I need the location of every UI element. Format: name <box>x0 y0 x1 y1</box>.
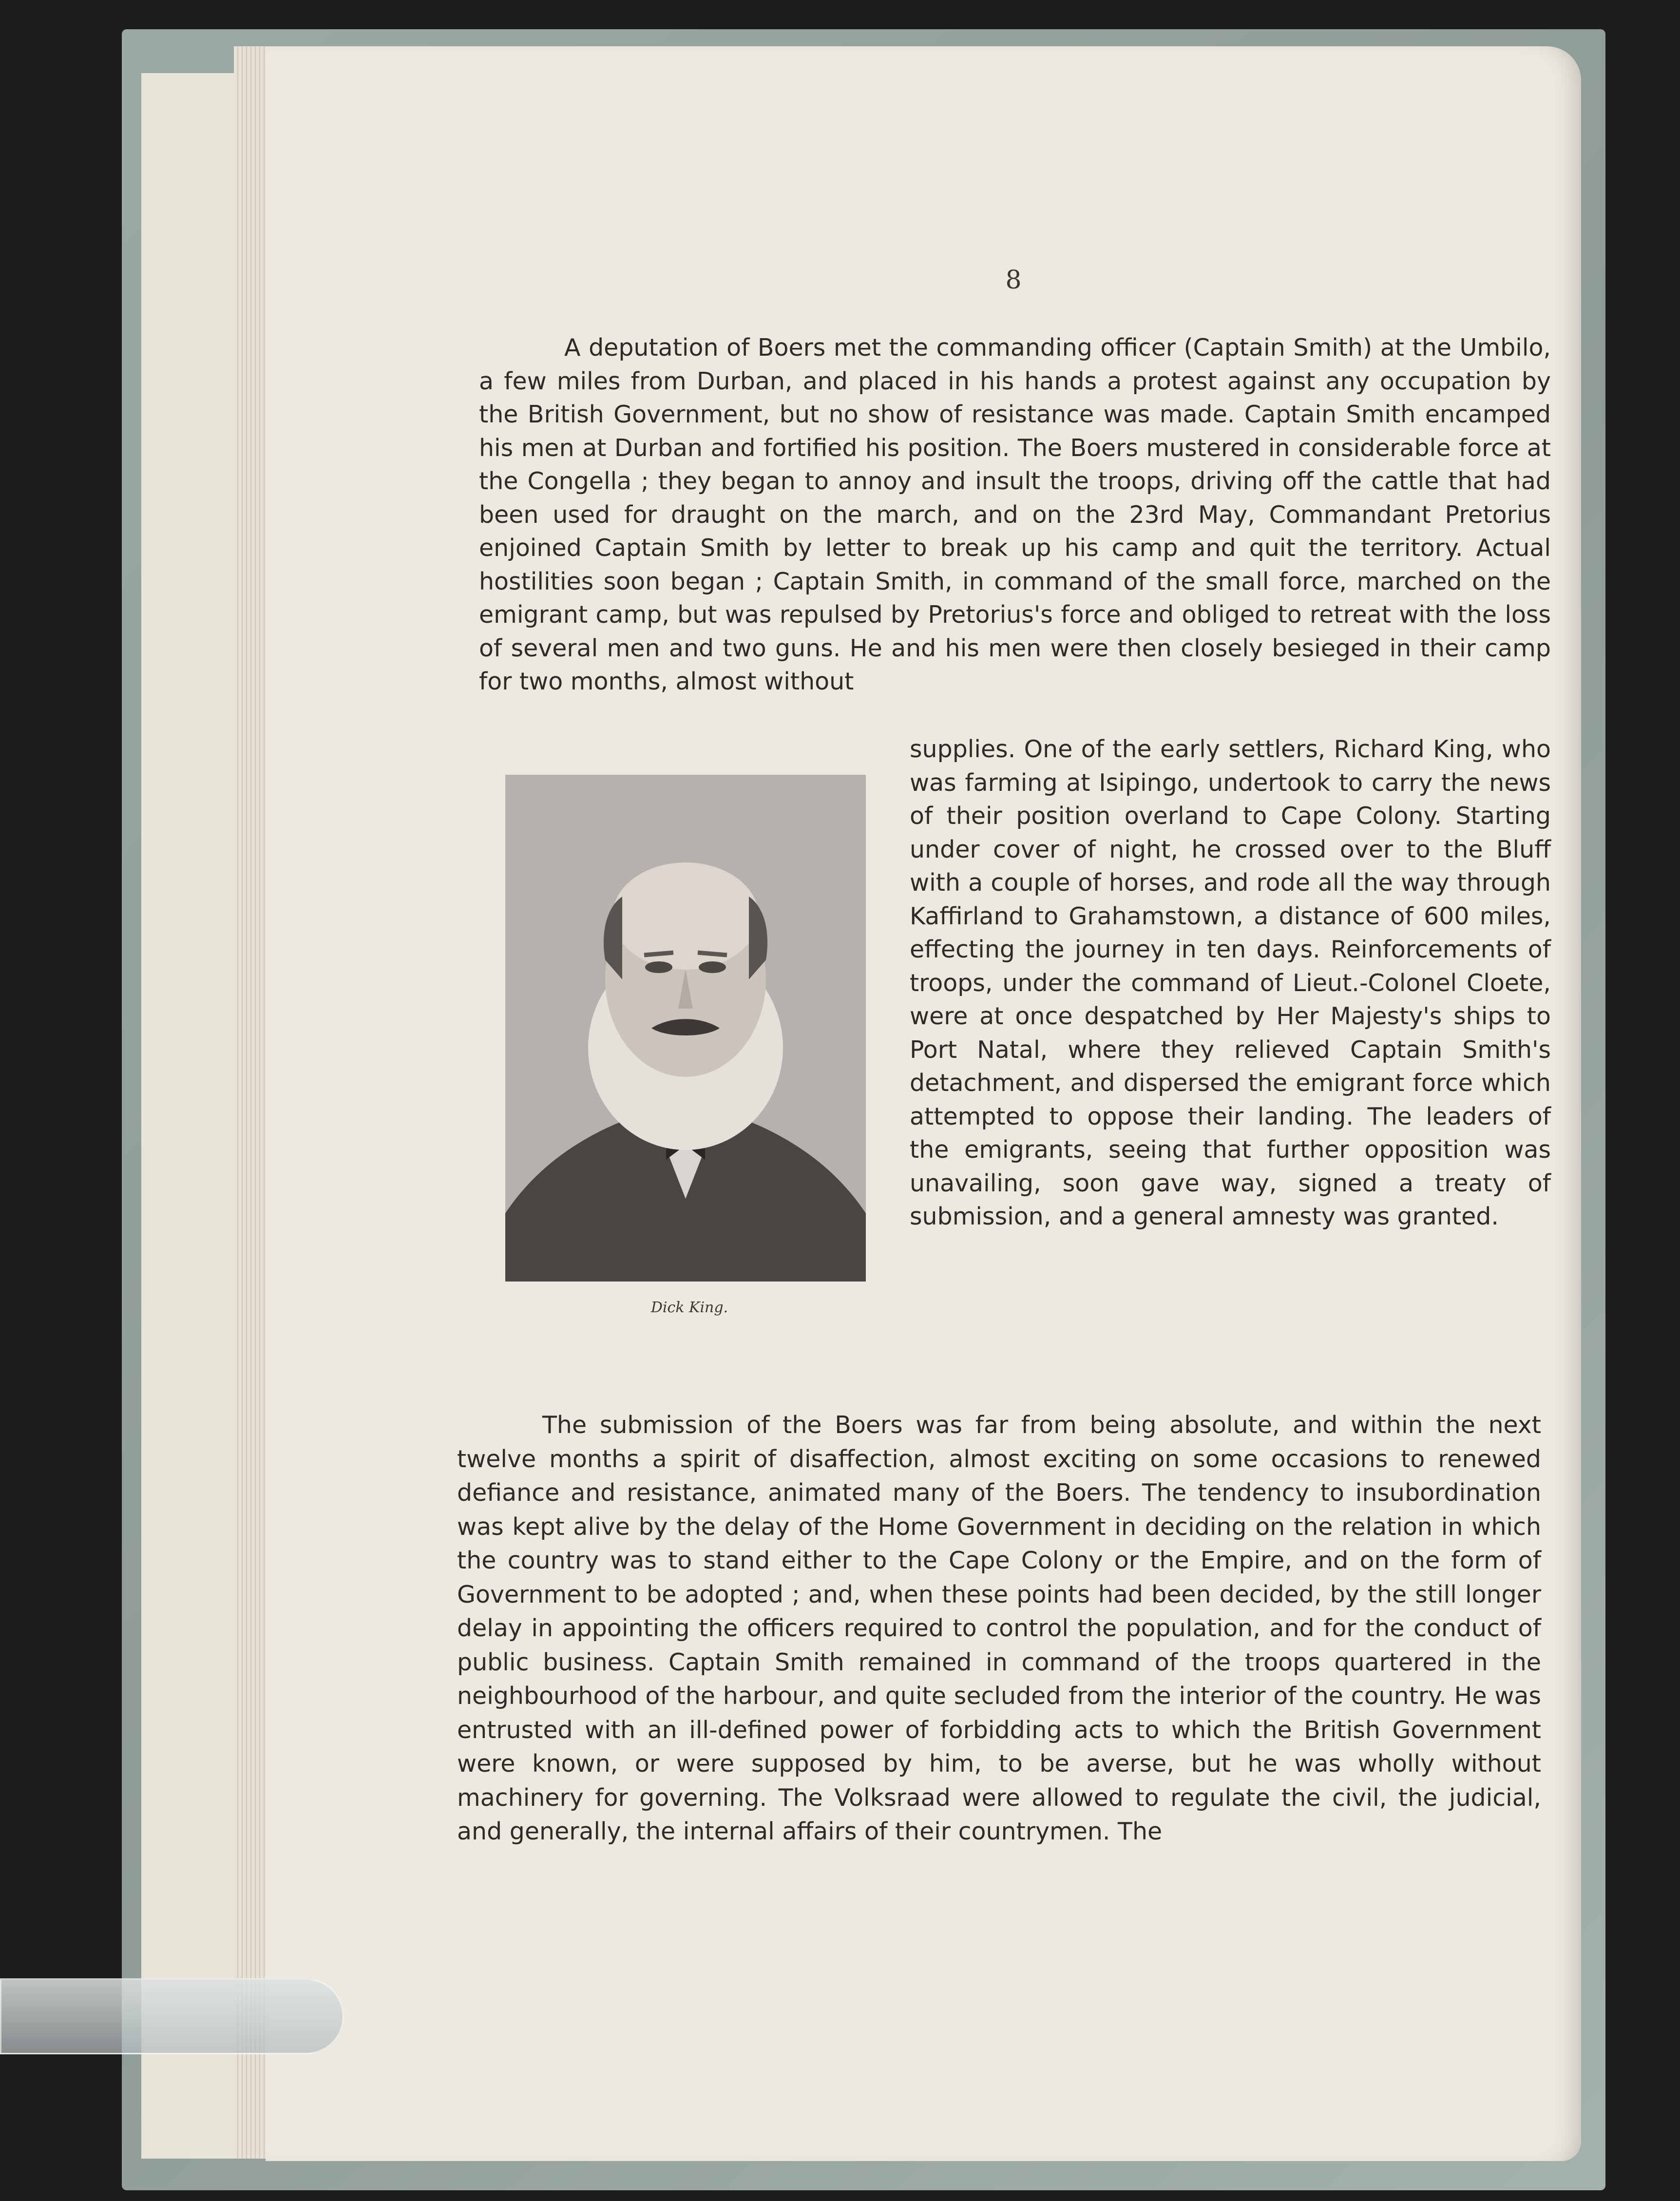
page-marker-tab <box>0 1978 344 2054</box>
paragraph-1-text: A deputation of Boers met the commanding officer (Captain Smith) at the Umbilo, a few miles from Durban, and placed in his hands a protest against any occupation by the British Government, but no show of resistance was made. Captain Smith encamped his men at Durban and fortified his position. The Boers mustered in considerable force at the Congella ; they began to annoy and insult the troops, driving off the cattle that had been used for draught on the march, and on the 23rd May, Commandant Pretorius enjoined Captain Smith by letter to break up his camp and quit the territory. Actual hostilities soon began ; Captain Smith, in command of the small force, marched on the emigrant camp, but was repulsed by Pretorius's force and obliged to retreat with the loss of several men and two guns. He and his men were then closely besieged in their camp for two months, almost without <box>479 334 1551 695</box>
portrait-caption: Dick King. <box>650 1299 728 1316</box>
portrait-image <box>505 775 866 1282</box>
paragraph-2 <box>457 1408 1541 1849</box>
portrait-eye-left <box>645 961 672 973</box>
portrait-eye-right <box>699 961 726 973</box>
paragraph-1-wrap: supplies. One of the early settlers, Richard King, who was farming at Isipingo, undertook to carry the news of their position overland to Cape Colony. Starting under cover of night, he crossed over to the Bluff with a couple of horses, and rode all the way through Kaffirland to Grahamstown, a distance of 600 miles, effecting the journey in ten days. Reinforcements of troops, under the command of Lieut.-Colonel Cloete, were at once despatched by Her Majesty's ships to Port Natal, where they relieved Captain Smith's detachment, and dispersed the emigrant force which attempted to oppose their landing. The leaders of the emigrants, seeing that further opposition was unavailing, soon gave way, signed a treaty of submission, and a general amnesty was granted. <box>910 735 1551 1230</box>
paragraph-1 <box>479 331 1551 699</box>
page-number: 8 <box>1005 266 1022 295</box>
paragraph-2-text: The submission of the Boers was far from being absolute, and within the next twelve months a spirit of disaffection, almost exciting on some occasions to renewed defiance and resistance, animated many of the Boers. The tendency to insubordination was kept alive by the delay of the Home Government in deciding on the relation in which the country was to stand either to the Cape Colony or the Empire, and on the form of Government to be adopted ; and, when these points had been decided, by the still longer delay in appointing the officers required to control the population, and for the conduct of public business. Captain Smith remained in command of the troops quartered in the neighbourhood of the harbour, and quite secluded from the interior of the country. He was entrusted with an ill-defined power of forbidding acts to which the British Government were known, or were supposed by him, to be averse, but he was wholly without machinery for governing. The Volksraad were allowed to regulate the civil, the judicial, and generally, the internal affairs of their countrymen. The <box>457 1411 1541 1845</box>
portrait-forehead <box>612 862 759 970</box>
